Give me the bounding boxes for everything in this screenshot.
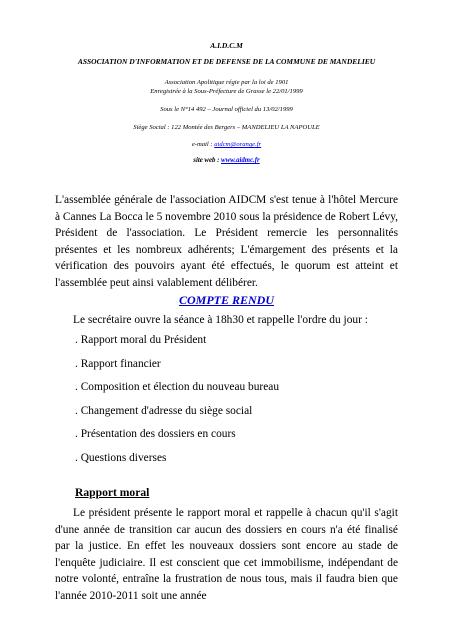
rapport-moral-heading: Rapport moral <box>75 486 150 499</box>
rapport-moral-paragraph <box>55 505 398 605</box>
agenda-item: . Rapport moral du Président <box>75 334 207 346</box>
header-email-line <box>0 141 453 148</box>
compte-rendu-heading: COMPTE RENDU <box>178 293 274 307</box>
rapport-moral-text: Le président présente le rapport moral et rappelle à chacun qu'il s'agit d'une année de transition car aucun des dossiers en cours n'a été finalisé par la justice. En effet les nouveaux dossiers sont encore au stade de l'enquête judiciaire. Il est conscient que cet immobilisme, indépendant de notre volonté, entraîne la frustration de nous tous, mais il faudra bien que l'année 2010-2011 soit une année <box>55 507 398 602</box>
site-link[interactable]: www.aidmc.fr <box>221 157 260 164</box>
agenda-item: . Changement d'adresse du siège social <box>75 405 253 417</box>
intro-text: L'assemblée générale de l'association AIDCM s'est tenue à l'hôtel Mercure à Cannes La Bocca le 5 novembre 2010 sous la présidence de Robert Lévy, Président de l'association. Le Président remercie les personnalités présentes et les nombreux adhérents; L'émargement des présents et la vérification des pouvoirs ayant été effectués, le quorum est atteint et l'assemblée peut ainsi valablement délibérer. <box>55 194 398 289</box>
intro-paragraph <box>55 192 398 292</box>
header-registration: Enregistrée à la Sous-Préfecture de Grasse le 22/01/1999 <box>150 88 303 95</box>
header-acronym: A.I.D.C.M <box>210 41 243 50</box>
header-site-line <box>0 157 453 164</box>
header-journal: Sous le N°14 492 – Journal officiel du 13/02/1999 <box>160 106 293 113</box>
agenda-item: . Rapport financier <box>75 358 161 370</box>
agenda-item: . Composition et élection du nouveau bureau <box>75 381 280 393</box>
agenda-item: . Questions diverses <box>75 452 167 464</box>
agenda-item: . Présentation des dossiers en cours <box>75 428 236 440</box>
opening-line: Le secrétaire ouvre la séance à 18h30 et rappelle l'ordre du jour : <box>73 314 368 326</box>
header-association-name: ASSOCIATION D'INFORMATION ET DE DEFENSE DE LA COMMUNE DE MANDELIEU <box>77 57 376 66</box>
site-label: site web : <box>193 157 222 164</box>
email-label: e-mail : <box>191 141 215 148</box>
email-link[interactable]: aidcm@orange.fr <box>214 141 262 148</box>
header-siege: Siège Social : 122 Montée des Bergers – MANDELIEU LA NAPOULE <box>133 124 320 131</box>
header-regime: Association Apolitique régie par la loi de 1901 <box>164 79 289 86</box>
